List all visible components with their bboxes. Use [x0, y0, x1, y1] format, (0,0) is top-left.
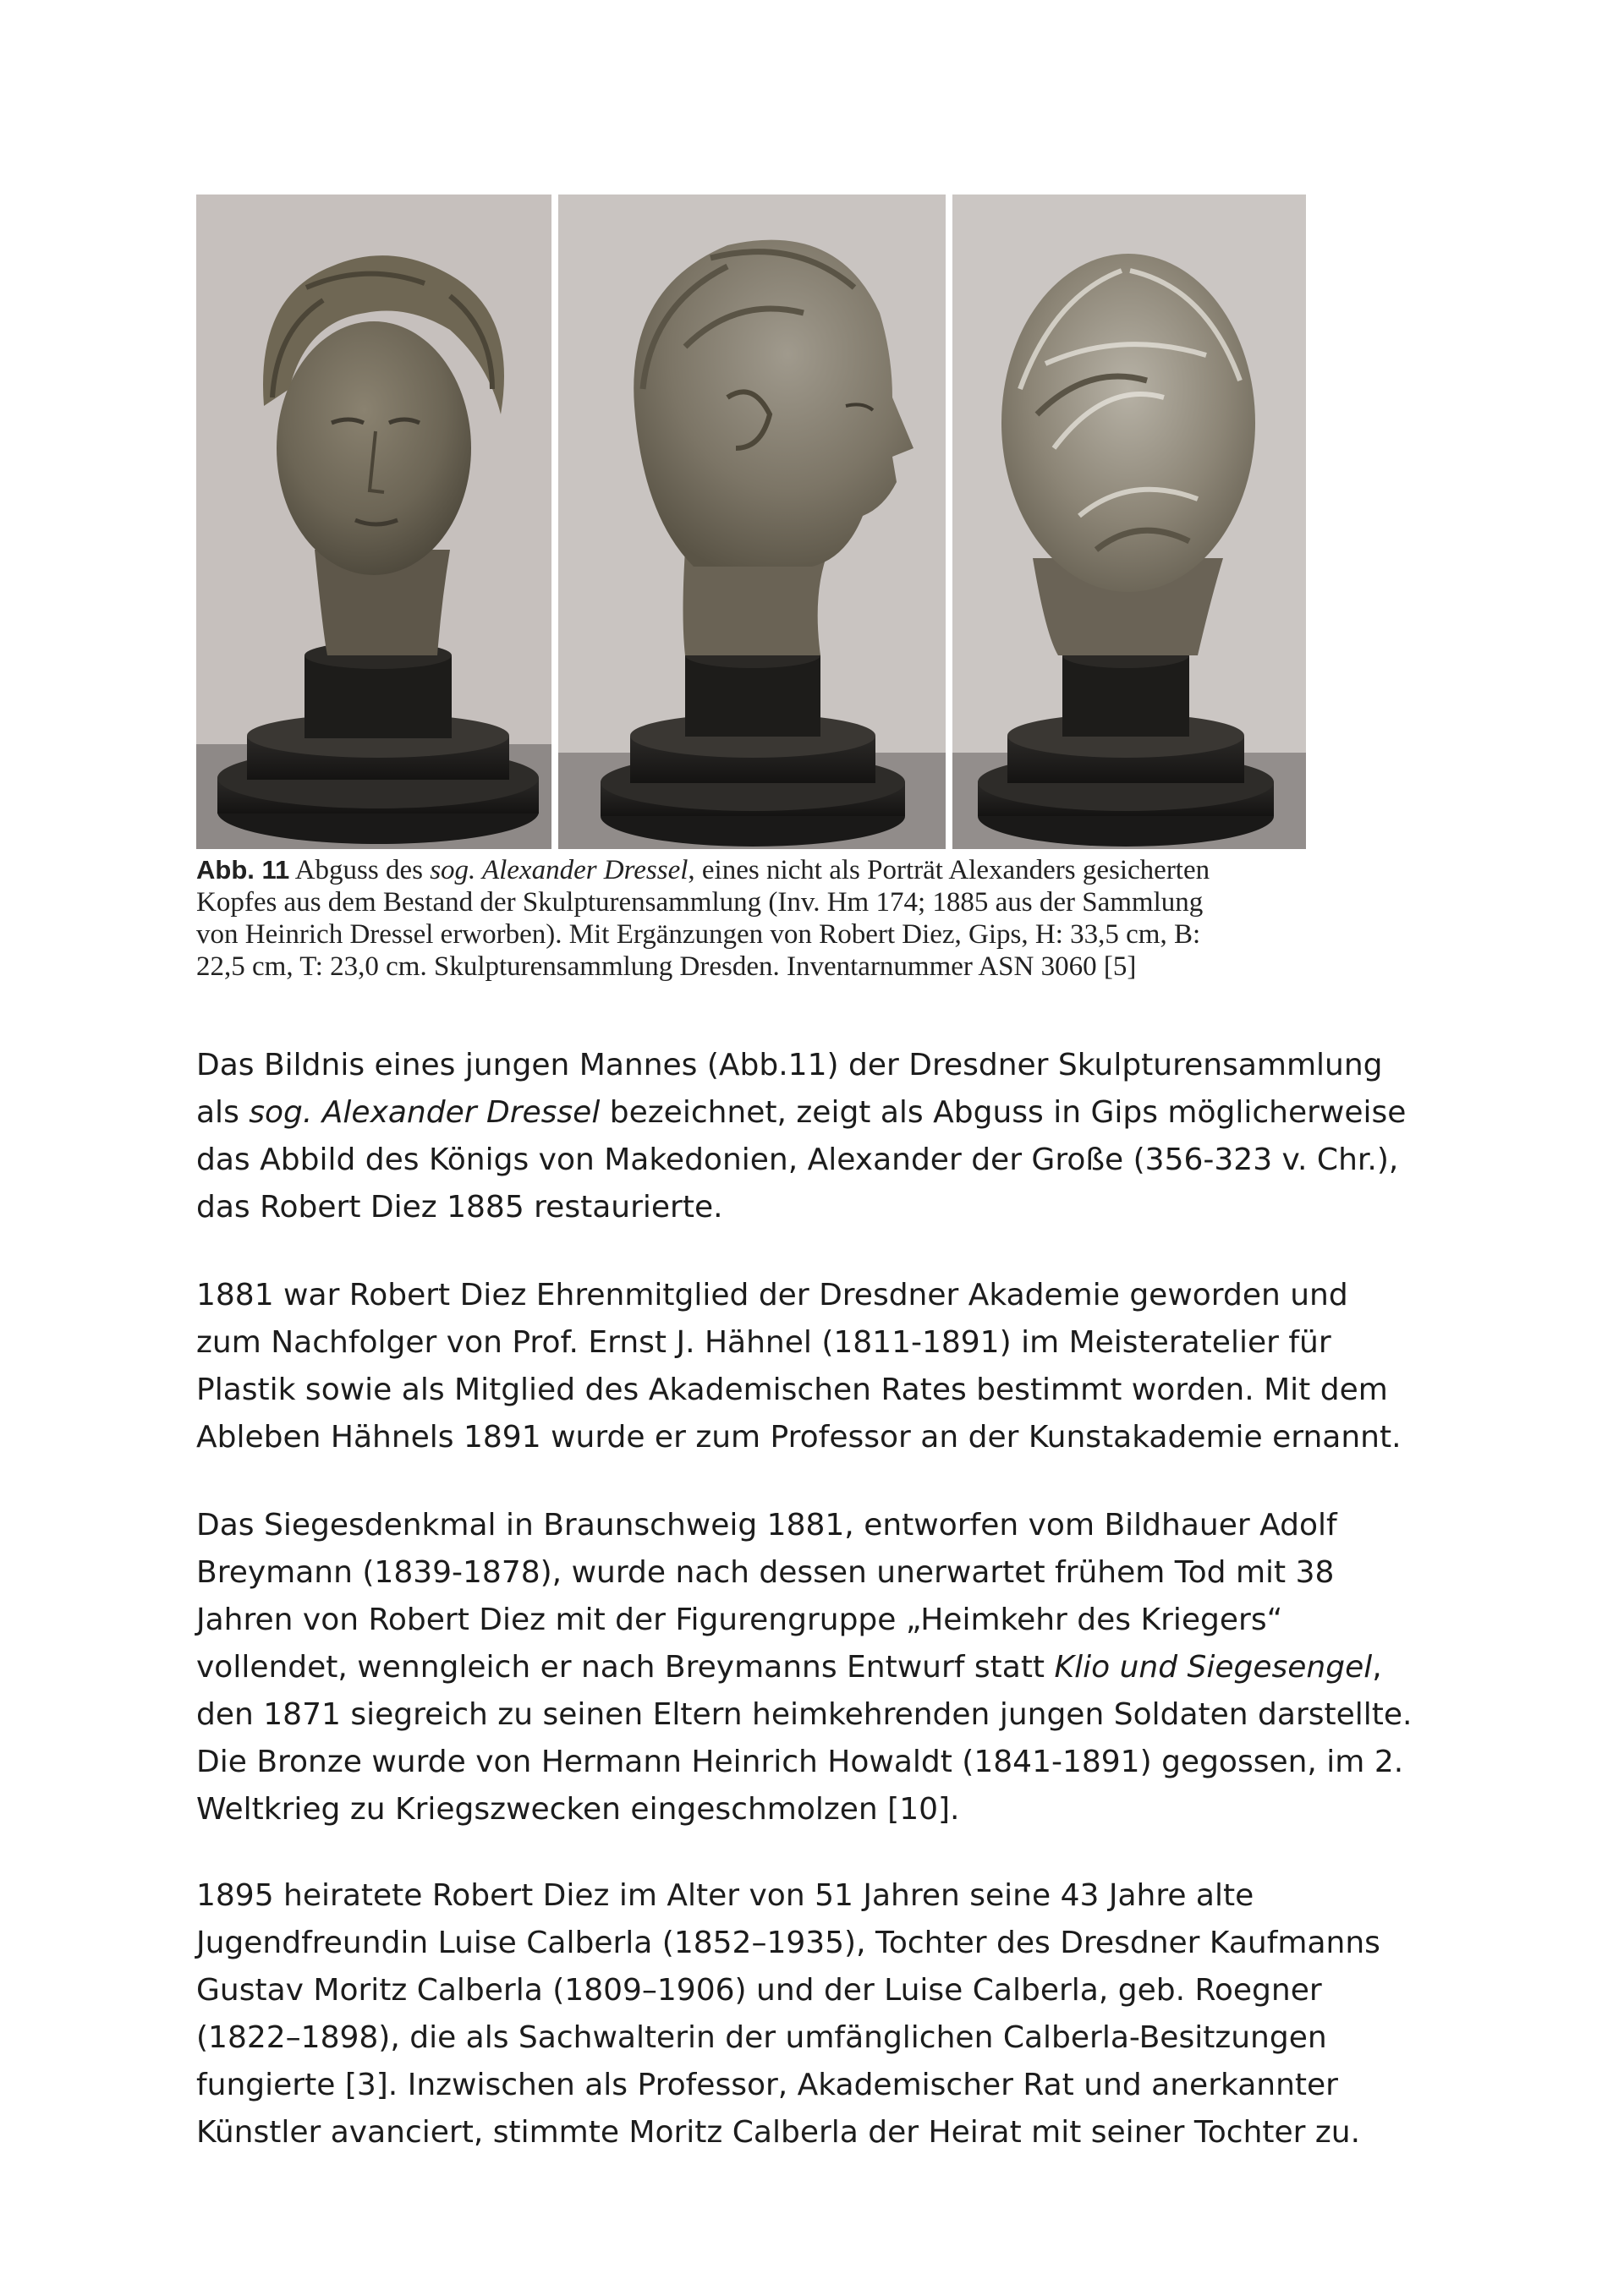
- text-line: Jahren von Robert Diez mit der Figurengruppe „Heimkehr des Kriegers“: [196, 1603, 1283, 1637]
- text-line: Das Bildnis eines jungen Mannes (Abb.11) der Dresdner Skulpturensammlung: [196, 1048, 1383, 1082]
- paragraph-siegesdenkmal: [196, 1502, 1448, 1833]
- figure-photo-row: [196, 195, 1306, 849]
- italic-title: Klio und Siegesengel: [1054, 1650, 1373, 1685]
- bust-front-view-image: [196, 195, 551, 849]
- paragraph-alexander-dressel: [196, 1042, 1448, 1231]
- text-span: als: [196, 1095, 250, 1130]
- text-line: Die Bronze wurde von Hermann Heinrich Howaldt (1841-1891) gegossen, im 2.: [196, 1745, 1404, 1779]
- caption-text: Abguss des: [289, 855, 431, 885]
- text-line: Plastik sowie als Mitglied des Akademischen Rates bestimmt worden. Mit dem: [196, 1373, 1388, 1407]
- text-line: Ableben Hähnels 1891 wurde er zum Professor an der Kunstakademie ernannt.: [196, 1420, 1402, 1455]
- text-line: (1822–1898), die als Sachwalterin der umfänglichen Calberla-Besitzungen: [196, 2020, 1327, 2055]
- caption-label: Abb. 11: [196, 855, 290, 885]
- text-line: Das Siegesdenkmal in Braunschweig 1881, entworfen vom Bildhauer Adolf: [196, 1508, 1337, 1543]
- text-span: bezeichnet, zeigt als Abguss in Gips möglicherweise: [600, 1095, 1407, 1130]
- bust-back-view-image: [952, 195, 1306, 849]
- text-line: zum Nachfolger von Prof. Ernst J. Hähnel (1811-1891) im Meisteratelier für: [196, 1325, 1331, 1360]
- italic-title: sog. Alexander Dressel: [249, 1095, 601, 1130]
- text-line: 1881 war Robert Diez Ehrenmitglied der Dresdner Akademie geworden und: [196, 1278, 1348, 1312]
- bust-profile-view-image: [558, 195, 946, 849]
- caption-line: Kopfes aus dem Bestand der Skulpturensammlung (Inv. Hm 174; 1885 aus der Sammlung: [196, 887, 1204, 918]
- text-line: das Abbild des Königs von Makedonien, Alexander der Große (356-323 v. Chr.),: [196, 1143, 1399, 1177]
- text-line: Breymann (1839-1878), wurde nach dessen unerwartet frühem Tod mit 38: [196, 1555, 1335, 1590]
- text-line: Künstler avanciert, stimmte Moritz Calberla der Heirat mit seiner Tochter zu.: [196, 2115, 1361, 2150]
- text-line: das Robert Diez 1885 restaurierte.: [196, 1190, 723, 1225]
- text-line: den 1871 siegreich zu seinen Eltern heimkehrenden jungen Soldaten darstellte.: [196, 1697, 1413, 1732]
- caption-line: 22,5 cm, T: 23,0 cm. Skulpturensammlung Dresden. Inventarnummer ASN 3060 [5]: [196, 951, 1137, 982]
- paragraph-heirat: [196, 1872, 1448, 2156]
- text-span: vollendet, wenngleich er nach Breymanns Entwurf statt: [196, 1650, 1055, 1685]
- text-line: Jugendfreundin Luise Calberla (1852–1935), Tochter des Dresdner Kaufmanns: [196, 1926, 1380, 1960]
- caption-text: , eines nicht als Porträt Alexanders gesicherten: [688, 855, 1210, 885]
- text-span: ,: [1372, 1650, 1382, 1685]
- text-line: Weltkrieg zu Kriegszwecken eingeschmolzen [10].: [196, 1792, 960, 1827]
- text-line: fungierte [3]. Inzwischen als Professor, Akademischer Rat und anerkannter: [196, 2068, 1338, 2102]
- figure-caption: [196, 854, 1431, 983]
- caption-italic-title: sog. Alexander Dressel: [430, 855, 689, 885]
- text-line: 1895 heiratete Robert Diez im Alter von 51 Jahren seine 43 Jahre alte: [196, 1878, 1254, 1913]
- caption-line: von Heinrich Dressel erworben). Mit Ergänzungen von Robert Diez, Gips, H: 33,5 cm, B:: [196, 919, 1201, 950]
- paragraph-akademie: [196, 1272, 1448, 1461]
- text-line: Gustav Moritz Calberla (1809–1906) und der Luise Calberla, geb. Roegner: [196, 1973, 1322, 2008]
